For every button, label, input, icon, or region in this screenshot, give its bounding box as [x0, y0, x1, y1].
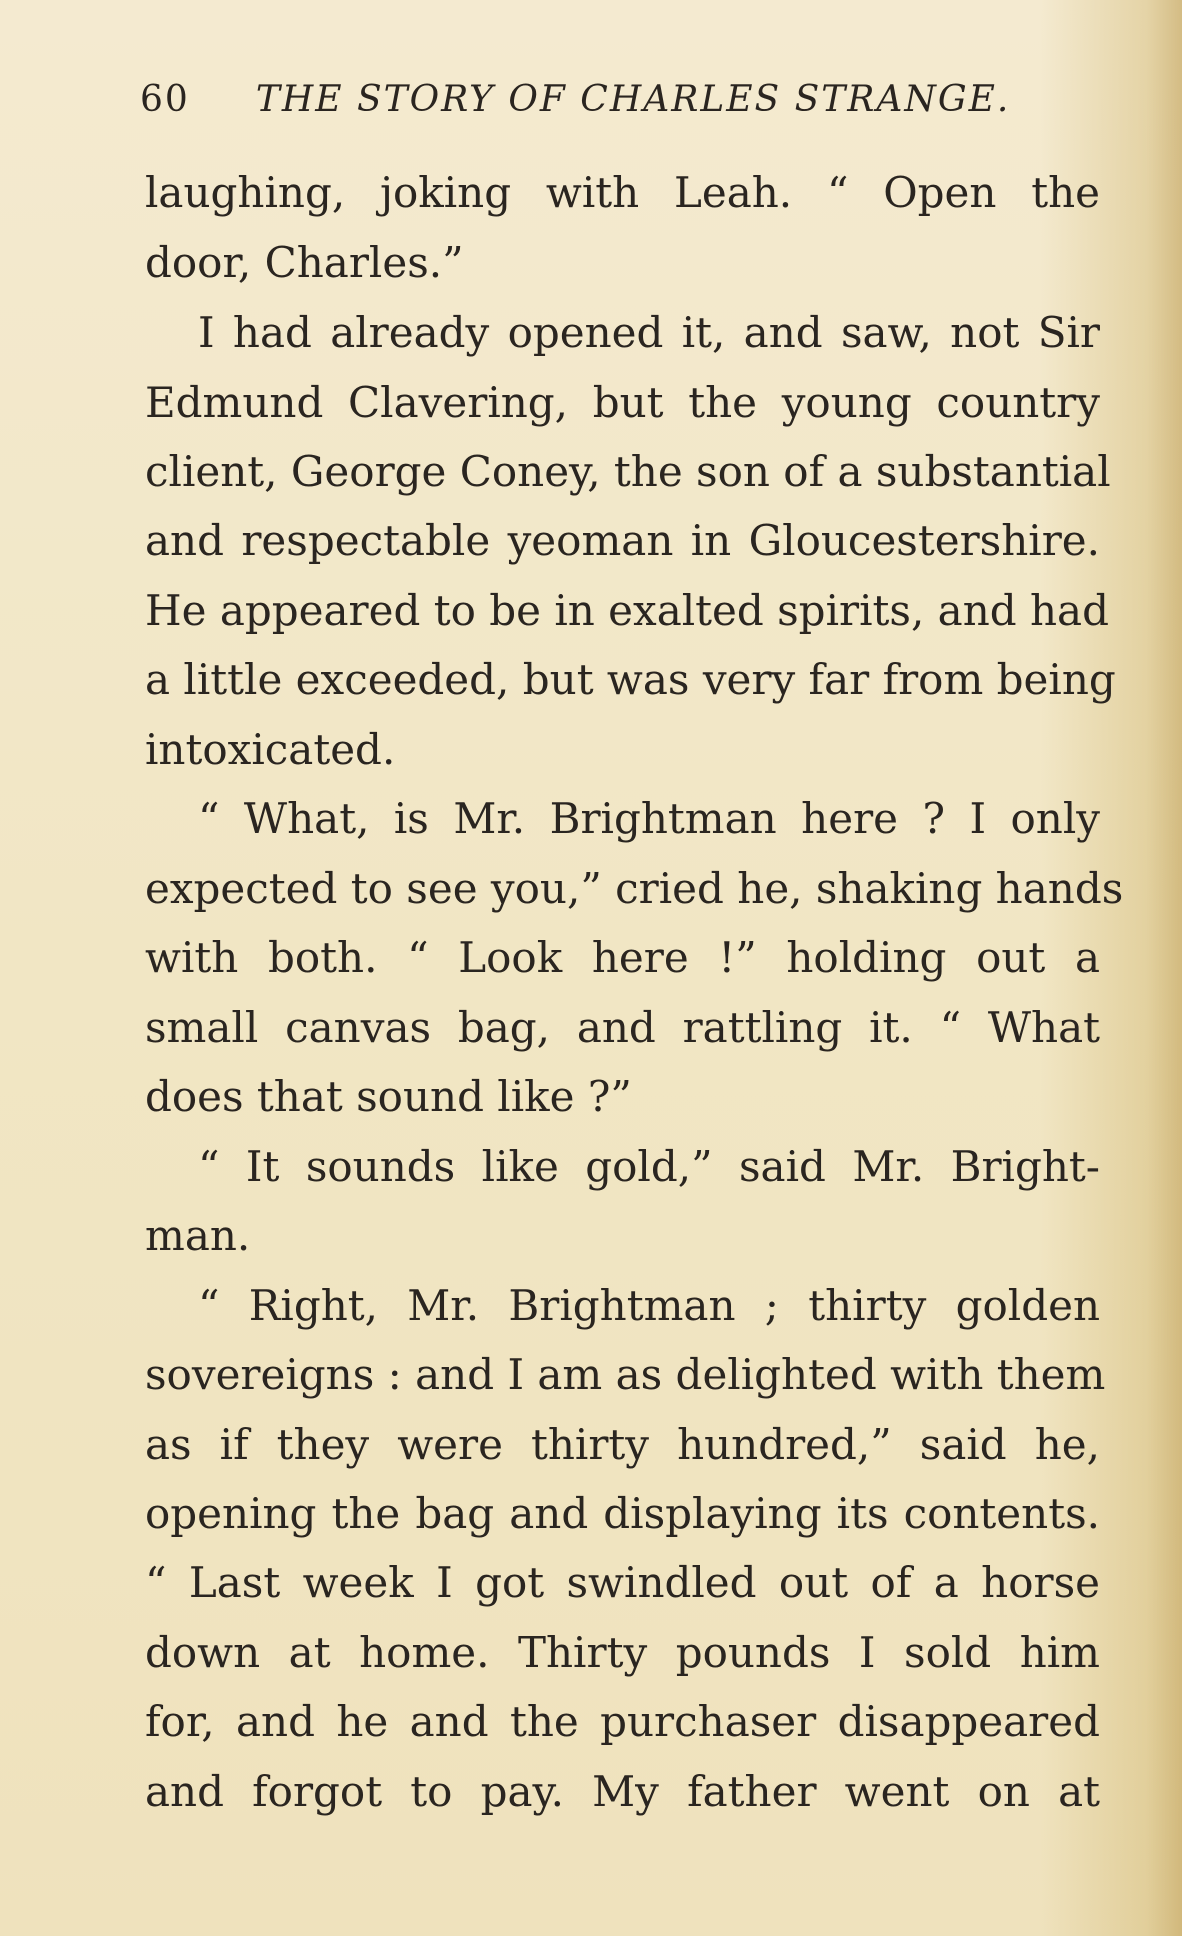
text-line: as if they were thirty hundred,” said he, [145, 1420, 1100, 1469]
text-line: does that sound like ?” [145, 1072, 632, 1121]
text-line: “ What, is Mr. Brightman here ? I only [198, 794, 1100, 843]
text-line: Edmund Clavering, but the young country [145, 378, 1100, 427]
text-line: “ It sounds like gold,” said Mr. Bright- [198, 1142, 1100, 1191]
text-line: expected to see you,” cried he, shaking hands [145, 864, 1124, 913]
page-number: 60 [140, 79, 190, 120]
text-line: small canvas bag, and rattling it. “ What [145, 1003, 1100, 1052]
text-line: with both. “ Look here !” holding out a [145, 933, 1100, 982]
text-line: “ Last week I got swindled out of a horse [145, 1558, 1100, 1607]
text-line: and respectable yeoman in Gloucestershire. [145, 516, 1100, 565]
text-line: and forgot to pay. My father went on at [145, 1767, 1100, 1816]
text-line: for, and he and the purchaser disappeared [145, 1697, 1100, 1746]
text-line: down at home. Thirty pounds I sold him [145, 1628, 1100, 1677]
text-line: laughing, joking with Leah. “ Open the [145, 168, 1100, 217]
text-line: I had already opened it, and saw, not Sir [198, 308, 1100, 357]
text-line: door, Charles.” [145, 238, 464, 287]
text-line: man. [145, 1211, 251, 1260]
text-line: He appeared to be in exalted spirits, and had [145, 586, 1109, 635]
text-line: a little exceeded, but was very far from being [145, 655, 1116, 704]
text-line: opening the bag and displaying its contents. [145, 1489, 1100, 1538]
text-line: intoxicated. [145, 725, 396, 774]
text-line: sovereigns : and I am as delighted with them [145, 1350, 1106, 1399]
text-line: “ Right, Mr. Brightman ; thirty golden [198, 1281, 1100, 1330]
text-line: client, George Coney, the son of a substantial [145, 447, 1111, 496]
running-head: THE STORY OF CHARLES STRANGE. [255, 79, 1011, 120]
page-header [140, 72, 1020, 128]
